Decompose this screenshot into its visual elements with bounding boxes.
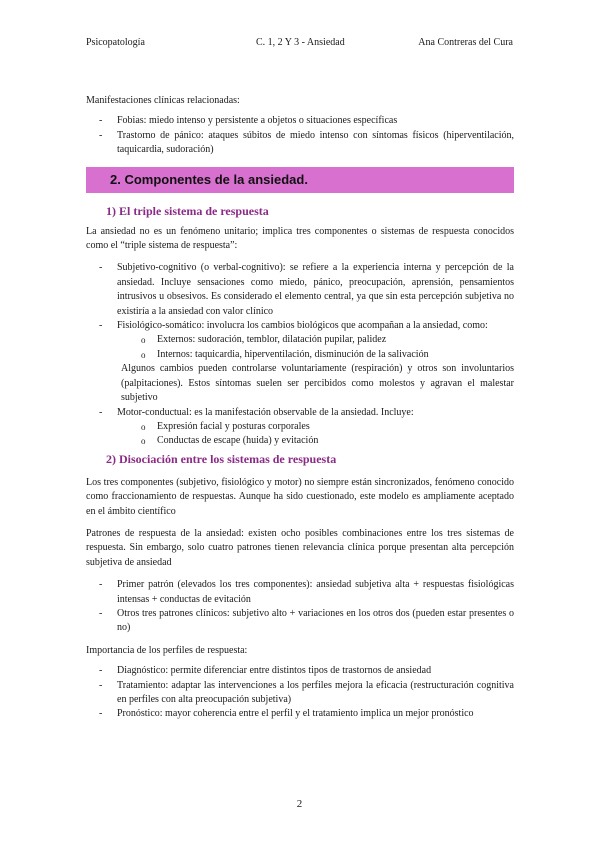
sublist-item: o Externos: sudoración, temblor, dilatación pupilar, palidez	[117, 333, 514, 347]
list-item-text: Motor-conductual: es la manifestación observable de la ansiedad. Incluye:	[117, 406, 414, 418]
manifestations-list	[86, 114, 514, 157]
list-item	[86, 406, 514, 449]
page-content	[86, 94, 514, 722]
sublist-item: o Conductas de escape (huida) y evitación	[117, 434, 514, 448]
sublist-item: o Expresión facial y posturas corporales	[117, 420, 514, 434]
section-heading: 2. Componentes de la ansiedad.	[86, 167, 514, 193]
subheading-dissociation: 2) Disociación entre los sistemas de respuesta	[106, 451, 337, 466]
sublist	[117, 420, 514, 449]
components-list	[86, 261, 514, 362]
list-item: - Fobias: miedo intenso y persistente a objetos o situaciones específicas	[86, 114, 514, 128]
paragraph: Importancia de los perfiles de respuesta:	[86, 644, 248, 656]
paragraph: La ansiedad no es un fenómeno unitario; implica tres componentes o sistemas de respuesta conocidos como el “triple sistema de respuesta”:	[86, 225, 514, 252]
list-item: - Subjetivo-cognitivo (o verbal-cognitivo): se refiere a la experiencia interna y percepción de la ansiedad. Incluye sensaciones como miedo, pánico, preocupación, aprensión, pensamientos intrusivos u obsesivos. Es considerado el elemento central, ya que sin esta percepción subjetiva no existiría a la ansiedad con valor clínico	[86, 261, 514, 319]
list-item: - Trastorno de pánico: ataques súbitos de miedo intenso con síntomas físicos (hiperventilación, taquicardia, sudoración)	[86, 129, 514, 158]
patterns-list	[86, 578, 514, 636]
paragraph: Patrones de respuesta de la ansiedad: existen ocho posibles combinaciones entre los tres sistemas de respuesta. Sin embargo, solo cuatro patrones tienen relevancia clínica porque presentan alta percepción subjetiva de ansiedad	[86, 527, 514, 568]
header-subject: Psicopatología	[86, 37, 145, 48]
sublist	[117, 333, 514, 362]
indented-note: Algunos cambios pueden controlarse voluntariamente (respiración) y otros son involuntarios (palpitaciones). Estos síntomas suelen ser percibidos como molestos y agravan el malestar subjetivo	[121, 363, 514, 404]
components-list-cont	[86, 406, 514, 449]
list-item: - Otros tres patrones clínicos: subjetivo alto + variaciones en los otros dos (pueden estar presentes o no)	[86, 607, 514, 636]
list-item-text: Fisiológico-somático: involucra los cambios biológicos que acompañan a la ansiedad, como:	[117, 320, 488, 332]
list-item	[86, 319, 514, 362]
list-item: - Pronóstico: mayor coherencia entre el perfil y el tratamiento implica un mejor pronóstico	[86, 707, 514, 721]
header-chapter: C. 1, 2 Y 3 - Ansiedad	[256, 37, 345, 48]
list-item: - Diagnóstico: permite diferenciar entre distintos tipos de trastornos de ansiedad	[86, 664, 514, 678]
page-number: 2	[296, 798, 303, 810]
subheading-triple-system: 1) El triple sistema de respuesta	[106, 203, 269, 218]
header-author: Ana Contreras del Cura	[418, 37, 513, 48]
list-item: - Tratamiento: adaptar las intervenciones a los perfiles mejora la eficacia (restructuración cognitiva en perfiles con alta preocupación subjetiva)	[86, 679, 514, 708]
importance-list	[86, 664, 514, 722]
page-header	[86, 37, 513, 51]
sublist-item: o Internos: taquicardia, hiperventilación, disminución de la salivación	[117, 348, 514, 362]
paragraph: Los tres componentes (subjetivo, fisiológico y motor) no siempre están sincronizados, fenómeno conocido como fraccionamiento de respuestas. Aunque ha sido cuestionado, este modelo es ampliamente aceptado en el ámbito científico	[86, 476, 514, 517]
list-item: - Primer patrón (elevados los tres componentes): ansiedad subjetiva alta + respuestas fisiológicas intensas + conductas de evitación	[86, 578, 514, 607]
intro-heading: Manifestaciones clínicas relacionadas:	[86, 95, 240, 106]
